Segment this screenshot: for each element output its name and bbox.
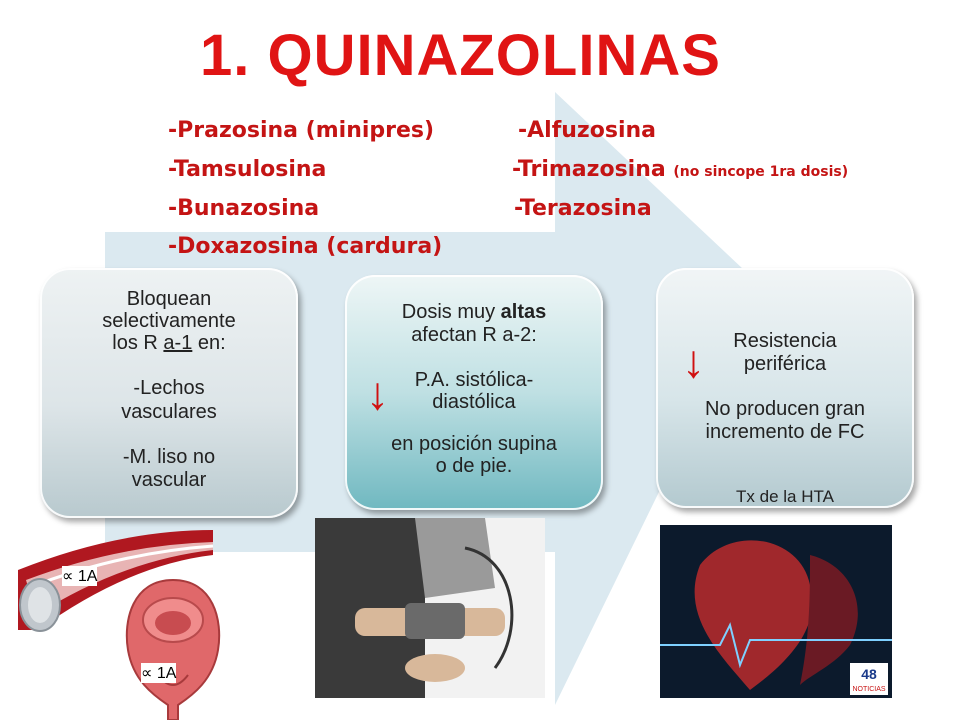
box1-line6: -M. liso no bbox=[122, 446, 216, 468]
blood-pressure-photo bbox=[315, 518, 545, 698]
logo-text: NOTICIAS bbox=[852, 686, 886, 693]
box2-line3: P.A. sistólica- bbox=[414, 369, 534, 391]
alpha-symbol: ∝ bbox=[62, 568, 74, 585]
drug-bunazosina: -Bunazosina bbox=[168, 196, 320, 221]
box3-line4: incremento de FC bbox=[705, 421, 865, 443]
drug-alfuzosina: -Alfuzosina bbox=[518, 118, 656, 143]
logo-number: 48 bbox=[861, 666, 877, 682]
drug-terazosina: -Terazosina bbox=[514, 196, 652, 221]
page-title: 1. QUINAZOLINAS bbox=[200, 23, 721, 88]
box3-line3: No producen gran bbox=[704, 398, 866, 420]
box3-line2: periférica bbox=[743, 353, 827, 375]
trimazosina-note: (no sincope 1ra dosis) bbox=[673, 164, 849, 180]
down-arrow-icon: ↓ bbox=[366, 367, 389, 419]
box2-line1: Dosis muy altas bbox=[401, 301, 547, 323]
box3-line5: Tx de la HTA bbox=[736, 487, 834, 506]
box-selective-blockade bbox=[40, 268, 298, 518]
drug-trimazosina-name: -Trimazosina bbox=[512, 157, 666, 182]
altas-emphasis: altas bbox=[500, 301, 547, 323]
box2-line6: o de pie. bbox=[435, 455, 513, 477]
down-arrow-icon: ↓ bbox=[682, 335, 705, 387]
box1-line7: vascular bbox=[131, 469, 207, 491]
vessel-label: ∝ 1A bbox=[62, 568, 98, 585]
box1-line3: los R a-1 en: bbox=[112, 332, 226, 354]
alpha-symbol: ∝ bbox=[141, 665, 153, 682]
box-peripheral-resistance bbox=[656, 268, 914, 508]
drug-prazosina: -Prazosina (minipres) bbox=[168, 118, 435, 143]
box2-line4: diastólica bbox=[432, 391, 516, 413]
box1-line5: vasculares bbox=[121, 401, 217, 423]
box2-line5: en posición supina bbox=[391, 433, 557, 455]
alpha1-receptor: a-1 bbox=[163, 332, 193, 354]
box1-line2: selectivamente bbox=[102, 310, 236, 332]
heart-image bbox=[660, 525, 892, 698]
prostate-label: ∝ 1A bbox=[141, 665, 177, 682]
drug-tamsulosina: -Tamsulosina bbox=[168, 157, 327, 182]
box3-line1: Resistencia bbox=[733, 330, 837, 352]
prostate-image bbox=[118, 575, 228, 720]
drug-doxazosina: -Doxazosina (cardura) bbox=[168, 234, 443, 259]
box1-line1: Bloquean bbox=[126, 288, 212, 310]
box1-line4: -Lechos bbox=[133, 377, 205, 399]
box2-line2: afectan R a-2: bbox=[411, 324, 537, 346]
drug-trimazosina bbox=[512, 157, 848, 182]
